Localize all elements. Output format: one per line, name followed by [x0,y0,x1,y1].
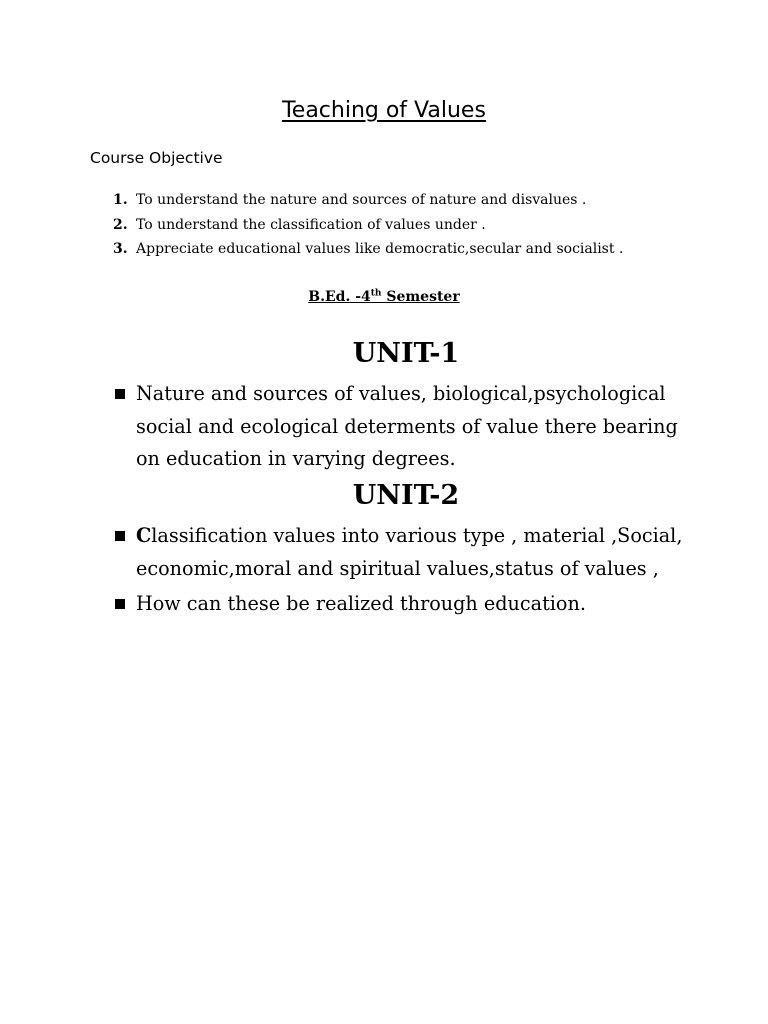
bullet-item [112,378,682,476]
objective-number: 3. [113,241,128,257]
unit-2-heading: UNIT-2 [352,480,460,511]
square-bullet-icon [115,389,125,399]
objective-number: 1. [113,192,128,208]
bullet-text-line: Nature and sources of values, biological,psychological [136,382,666,405]
course-objective-heading: Course Objective [90,149,223,167]
bullet-text-rest: lassification values into various type , material ,Social, [151,524,683,547]
bullet-item [112,588,682,621]
objective-text: To understand the nature and sources of nature and disvalues . [136,192,587,208]
square-bullet-icon [115,599,125,609]
bullet-text-line: economic,moral and spiritual values,status of values , [136,556,659,580]
objective-item [108,237,623,262]
objective-text: Appreciate educational values like democratic,secular and socialist . [136,241,624,257]
bullet-item [112,520,682,585]
bullet-text-line: How can these be realized through education. [136,592,586,615]
unit-2-bullet-list [112,520,682,621]
objective-number: 2. [113,216,128,233]
unit-1-heading: UNIT-1 [352,338,460,369]
semester-suffix: Semester [381,289,460,305]
bullet-text-line: social and ecological determents of value there bearing [136,414,678,438]
semester-superscript: th [370,288,382,299]
objective-item [108,188,623,213]
semester-prefix: B.Ed. -4 [308,289,371,305]
unit-1-bullet-list [112,378,682,476]
square-bullet-icon [115,531,125,541]
objective-item [108,213,623,238]
bullet-text-line [136,520,682,553]
objectives-list [108,188,623,262]
document-title: Teaching of Values [282,98,486,123]
bullet-text-line: on education in varying degrees. [136,447,456,470]
semester-label [0,286,768,308]
dropcap-letter: C [136,524,152,547]
objective-text: To understand the classification of values under . [136,216,486,233]
